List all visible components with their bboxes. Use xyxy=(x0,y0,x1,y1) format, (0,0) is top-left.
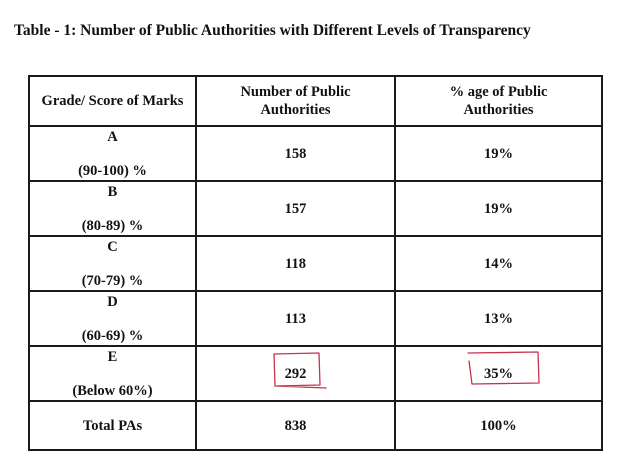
highlighted-number-text: 292 xyxy=(284,365,307,382)
percent-cell: 14% xyxy=(395,236,602,291)
percent-cell: 13% xyxy=(395,291,602,346)
grade-letter: A xyxy=(107,128,118,145)
percent-cell: 19% xyxy=(395,181,602,236)
grade-range: (Below 60%) xyxy=(72,382,153,399)
percent-cell xyxy=(395,346,602,401)
header-grade: Grade/ Score of Marks xyxy=(29,76,196,126)
highlighted-percent-text: 35% xyxy=(484,365,513,382)
number-cell: 157 xyxy=(196,181,395,236)
grade-cell xyxy=(29,126,196,181)
number-cell: 118 xyxy=(196,236,395,291)
highlighted-percent xyxy=(484,365,513,383)
grade-letter: D xyxy=(107,293,118,310)
grade-letter: E xyxy=(107,348,118,365)
table-row xyxy=(29,126,602,181)
grade-letter: C xyxy=(107,238,118,255)
header-number xyxy=(196,76,395,126)
total-number: 838 xyxy=(196,401,395,450)
table-title: Table - 1: Number of Public Authorities with Different Levels of Transparency xyxy=(14,22,531,39)
header-percent-text: % age of Public Authorities xyxy=(449,84,548,118)
percent-cell: 19% xyxy=(395,126,602,181)
table-row xyxy=(29,181,602,236)
header-number-text: Number of Public Authorities xyxy=(240,84,351,118)
total-label: Total PAs xyxy=(29,401,196,450)
total-percent: 100% xyxy=(395,401,602,450)
grade-range: (70-79) % xyxy=(81,272,144,289)
grade-range: (80-89) % xyxy=(81,217,144,234)
grade-cell xyxy=(29,236,196,291)
grade-cell xyxy=(29,291,196,346)
transparency-table xyxy=(28,75,603,451)
grade-range: (90-100) % xyxy=(78,162,147,179)
table-row xyxy=(29,346,602,401)
grade-range: (60-69) % xyxy=(81,327,144,344)
number-cell xyxy=(196,346,395,401)
highlighted-number xyxy=(285,365,307,383)
grade-cell xyxy=(29,346,196,401)
number-cell: 158 xyxy=(196,126,395,181)
table-row xyxy=(29,291,602,346)
table-row xyxy=(29,236,602,291)
grade-cell xyxy=(29,181,196,236)
grade-letter: B xyxy=(107,183,118,200)
total-row xyxy=(29,401,602,450)
header-percent xyxy=(395,76,602,126)
number-cell: 113 xyxy=(196,291,395,346)
table-header-row xyxy=(29,76,602,126)
